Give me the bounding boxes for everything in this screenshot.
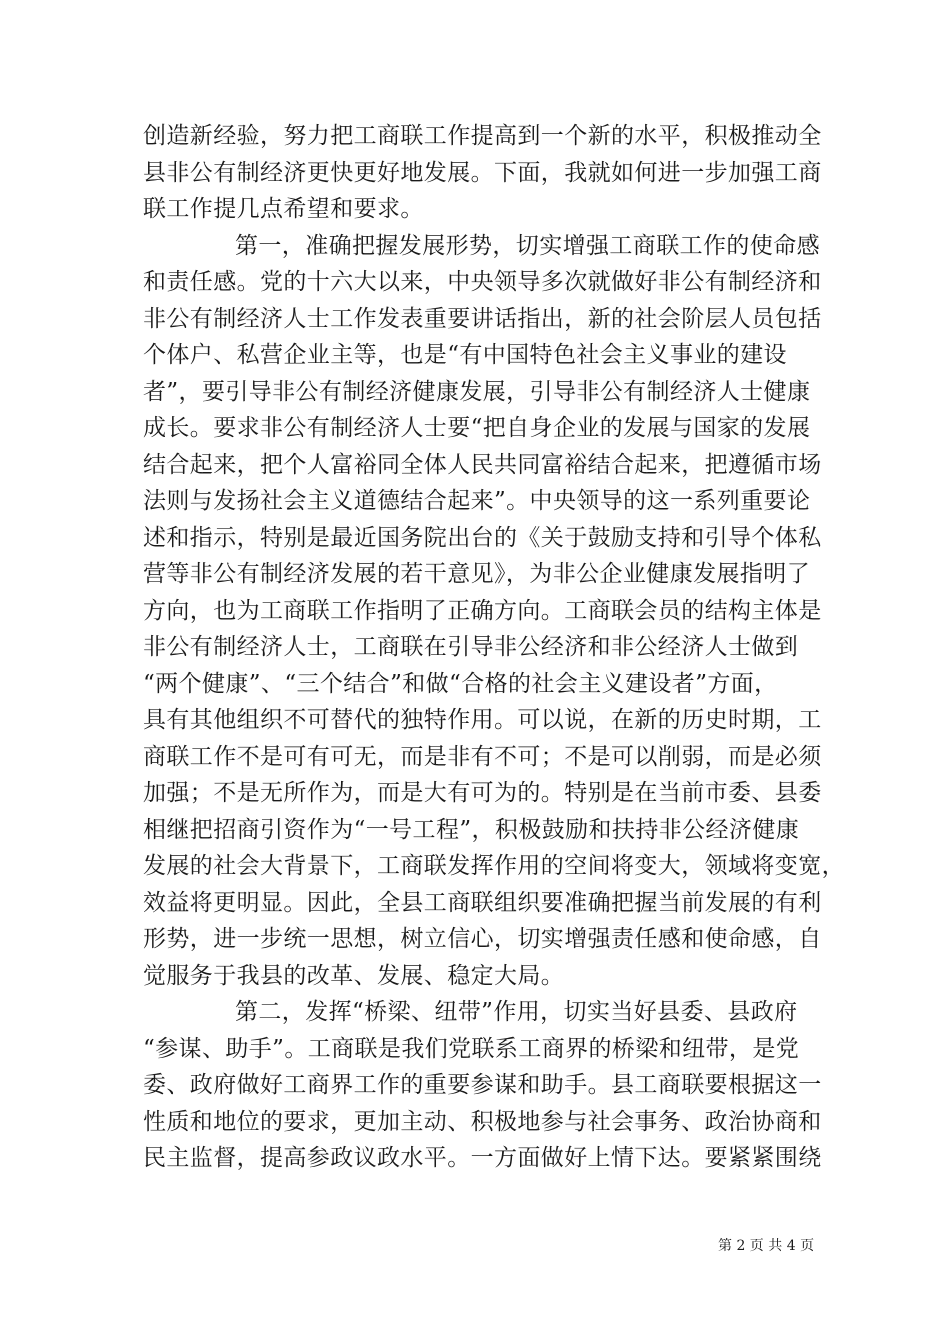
text-line: 结合起来，把个人富裕同全体人民共同富裕结合起来，把遵循市场 — [143, 451, 822, 478]
text-line: 成长。要求非公有制经济人士要“把自身企业的发展与国家的发展 — [143, 415, 811, 441]
text-line: 法则与发扬社会主义道德结合起来”。中央领导的这一系列重要论 — [143, 488, 811, 514]
text-line: 者”，要引导非公有制经济健康发展，引导非公有制经济人士健康 — [143, 378, 811, 405]
text-line: 相继把招商引资作为“一号工程”，积极鼓励和扶持非公经济健康 — [143, 816, 800, 843]
text-line: 民主监督，提高参政议政水平。一方面做好上情下达。要紧紧围绕 — [143, 1145, 822, 1171]
text-line: 创造新经验，努力把工商联工作提高到一个新的水平，积极推动全 — [143, 123, 822, 149]
text-line: 非公有制经济人士，工商联在引导非公经济和非公经济人士做到 — [143, 634, 799, 660]
text-line: 形势，进一步统一思想，树立信心，切实增强责任感和使命感，自 — [143, 926, 822, 952]
text-line: 方向，也为工商联工作指明了正确方向。工商联会员的结构主体是 — [143, 597, 822, 624]
paragraph-start-line: 第一，准确把握发展形势，切实增强工商联工作的使命感 — [235, 232, 820, 259]
text-line: 效益将更明显。因此，全县工商联组织要准确把握当前发展的有利 — [143, 889, 822, 916]
text-line: “两个健康”、“三个结合”和做“合格的社会主义建设者”方面， — [143, 670, 778, 697]
text-line: 具有其他组织不可替代的独特作用。可以说，在新的历史时期，工 — [143, 707, 822, 733]
text-line: 委、政府做好工商界工作的重要参谋和助手。县工商联要根据这一 — [143, 1072, 822, 1098]
paragraph-start-line: 第二，发挥“桥梁、纽带”作用，切实当好县委、县政府 — [235, 999, 798, 1025]
text-line: 觉服务于我县的改革、发展、稳定大局。 — [143, 962, 565, 989]
text-line: 发展的社会大背景下，工商联发挥作用的空间将变大，领域将变宽， — [143, 853, 845, 879]
document-body — [143, 118, 845, 1177]
text-line: 加强；不是无所作为，而是大有可为的。特别是在当前市委、县委 — [143, 780, 822, 806]
text-line: 和责任感。党的十六大以来，中央领导多次就做好非公有制经济和 — [143, 269, 822, 295]
text-line: 营等非公有制经济发展的若干意见》，为非公企业健康发展指明了 — [143, 561, 811, 587]
text-line: “参谋、助手”。工商联是我们党联系工商界的桥梁和纽带，是党 — [143, 1035, 800, 1062]
text-line: 述和指示，特别是最近国务院出台的《关于鼓励支持和引导个体私 — [143, 524, 822, 551]
text-line: 非公有制经济人士工作发表重要讲话指出，新的社会阶层人员包括 — [143, 305, 822, 332]
text-line: 县非公有制经济更快更好地发展。下面，我就如何进一步加强工商 — [143, 159, 822, 186]
text-line: 商联工作不是可有可无，而是非有不可；不是可以削弱，而是必须 — [143, 743, 822, 770]
text-line: 联工作提几点希望和要求。 — [143, 196, 424, 222]
text-line: 性质和地位的要求，更加主动、积极地参与社会事务、政治协商和 — [143, 1108, 822, 1135]
page-footer: 第 2 页 共 4 页 — [718, 1238, 815, 1254]
text-line: 个体户、私营企业主等，也是“有中国特色社会主义事业的建设 — [143, 342, 787, 368]
